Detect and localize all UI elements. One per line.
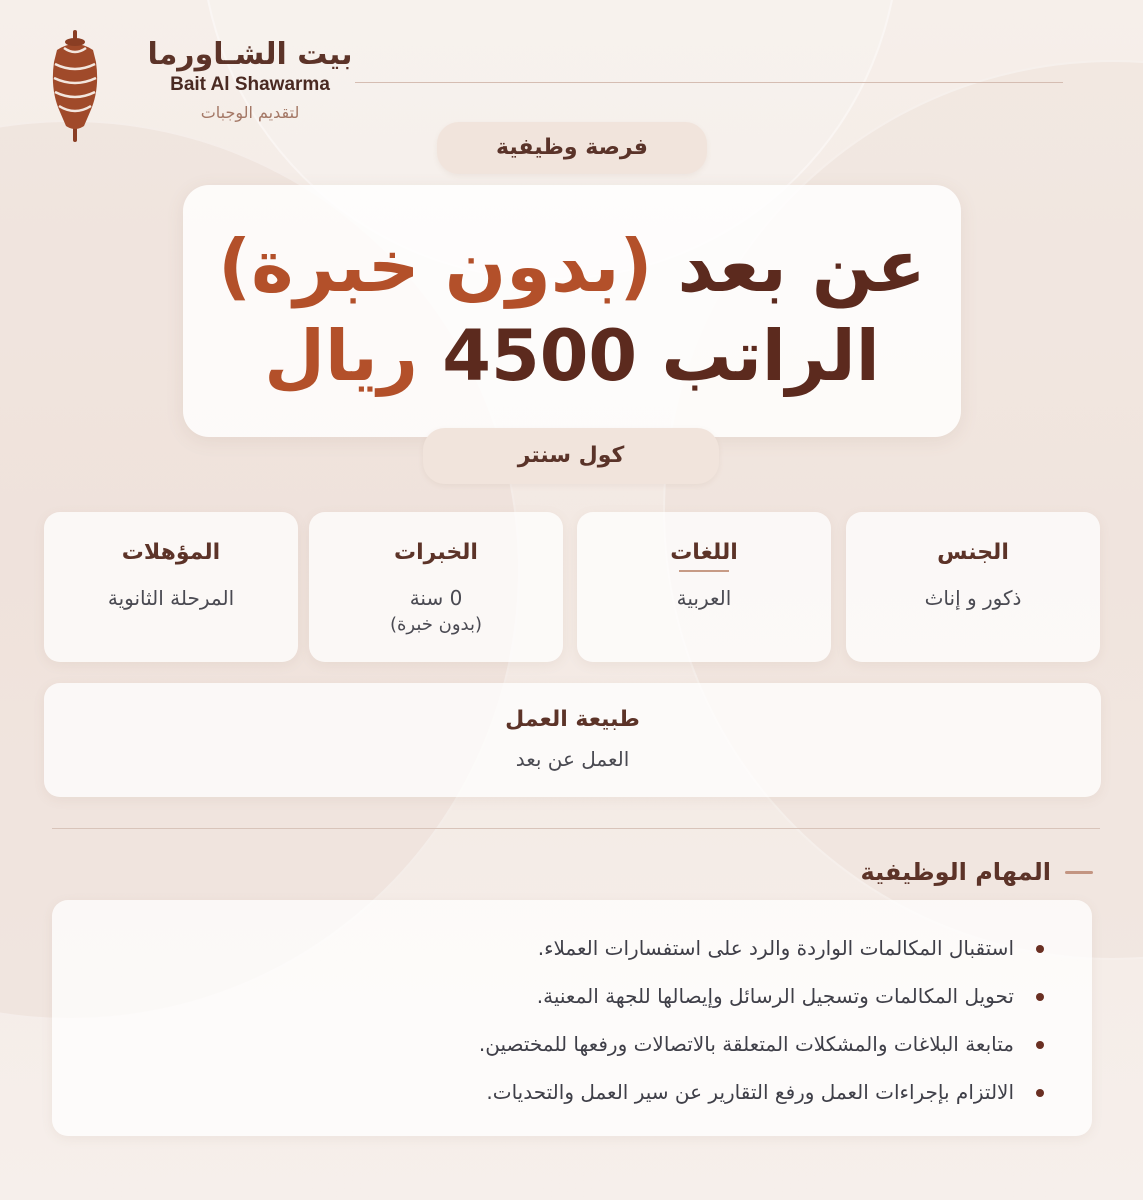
heading-dash: [1065, 871, 1093, 874]
tasks-heading: [861, 852, 1093, 892]
languages-value: العربية: [676, 586, 732, 610]
languages-title: اللغات: [670, 540, 738, 565]
brand-name-en: Bait Al Shawarma: [170, 74, 330, 95]
qualifications-title: المؤهلات: [121, 540, 221, 565]
qualifications-card: [44, 512, 298, 662]
experience-note: (بدون خبرة): [389, 614, 483, 635]
bullet-icon: [1036, 1089, 1044, 1097]
gender-title: الجنس: [937, 540, 1009, 565]
header-divider: [355, 82, 1063, 83]
tasks-heading-text: المهام الوظيفية: [860, 858, 1051, 886]
qualifications-value: المرحلة الثانوية: [107, 586, 235, 610]
gender-card: [846, 512, 1100, 662]
salary-currency: ريال: [264, 315, 418, 397]
brand-block: [125, 38, 375, 128]
section-divider: [52, 828, 1100, 829]
tasks-list: [52, 900, 1092, 1116]
experience-card: [309, 512, 563, 662]
task-text: متابعة البلاغات والمشكلات المتعلقة بالاتصالات ورفعها للمختصين.: [478, 1032, 1014, 1056]
task-text: الالتزام بإجراءات العمل ورفع التقارير عن سير العمل والتحديات.: [486, 1080, 1014, 1104]
job-opportunity-badge: فرصة وظيفية: [437, 122, 707, 174]
bullet-icon: [1036, 945, 1044, 953]
list-item: [92, 924, 1044, 972]
salary-amount: 4500: [442, 315, 638, 397]
languages-card: [577, 512, 831, 662]
task-text: تحويل المكالمات وتسجيل الرسائل وإيصالها للجهة المعنية.: [536, 984, 1014, 1008]
hero-remote-text: عن بعد: [677, 224, 926, 308]
bullet-icon: [1036, 1041, 1044, 1049]
hero-salary: [183, 311, 961, 401]
experience-value: 0 سنة: [409, 586, 463, 610]
hero-card: [183, 185, 961, 437]
list-item: [92, 972, 1044, 1020]
list-item: [92, 1068, 1044, 1116]
task-text: استقبال المكالمات الواردة والرد على استفسارات العملاء.: [537, 936, 1014, 960]
shawarma-logo-icon: [40, 30, 110, 142]
list-item: [92, 1020, 1044, 1068]
bullet-icon: [1036, 993, 1044, 1001]
work-nature-title: طبيعة العمل: [505, 707, 640, 732]
call-center-badge: كول سنتر: [423, 428, 719, 484]
hero-no-experience-text: (بدون خبرة): [218, 224, 653, 308]
experience-title: الخبرات: [394, 540, 478, 565]
tasks-card: [52, 900, 1092, 1136]
brand-tagline: لتقديم الوجبات: [200, 103, 300, 122]
hero-headline: [183, 221, 961, 311]
brand-name-ar: بيت الشـاورما: [147, 37, 353, 72]
work-nature-card: [44, 683, 1101, 797]
work-nature-value: العمل عن بعد: [515, 747, 630, 771]
salary-label: الراتب: [661, 315, 880, 397]
languages-underline: [679, 570, 729, 572]
gender-value: ذكور و إناث: [924, 586, 1022, 610]
